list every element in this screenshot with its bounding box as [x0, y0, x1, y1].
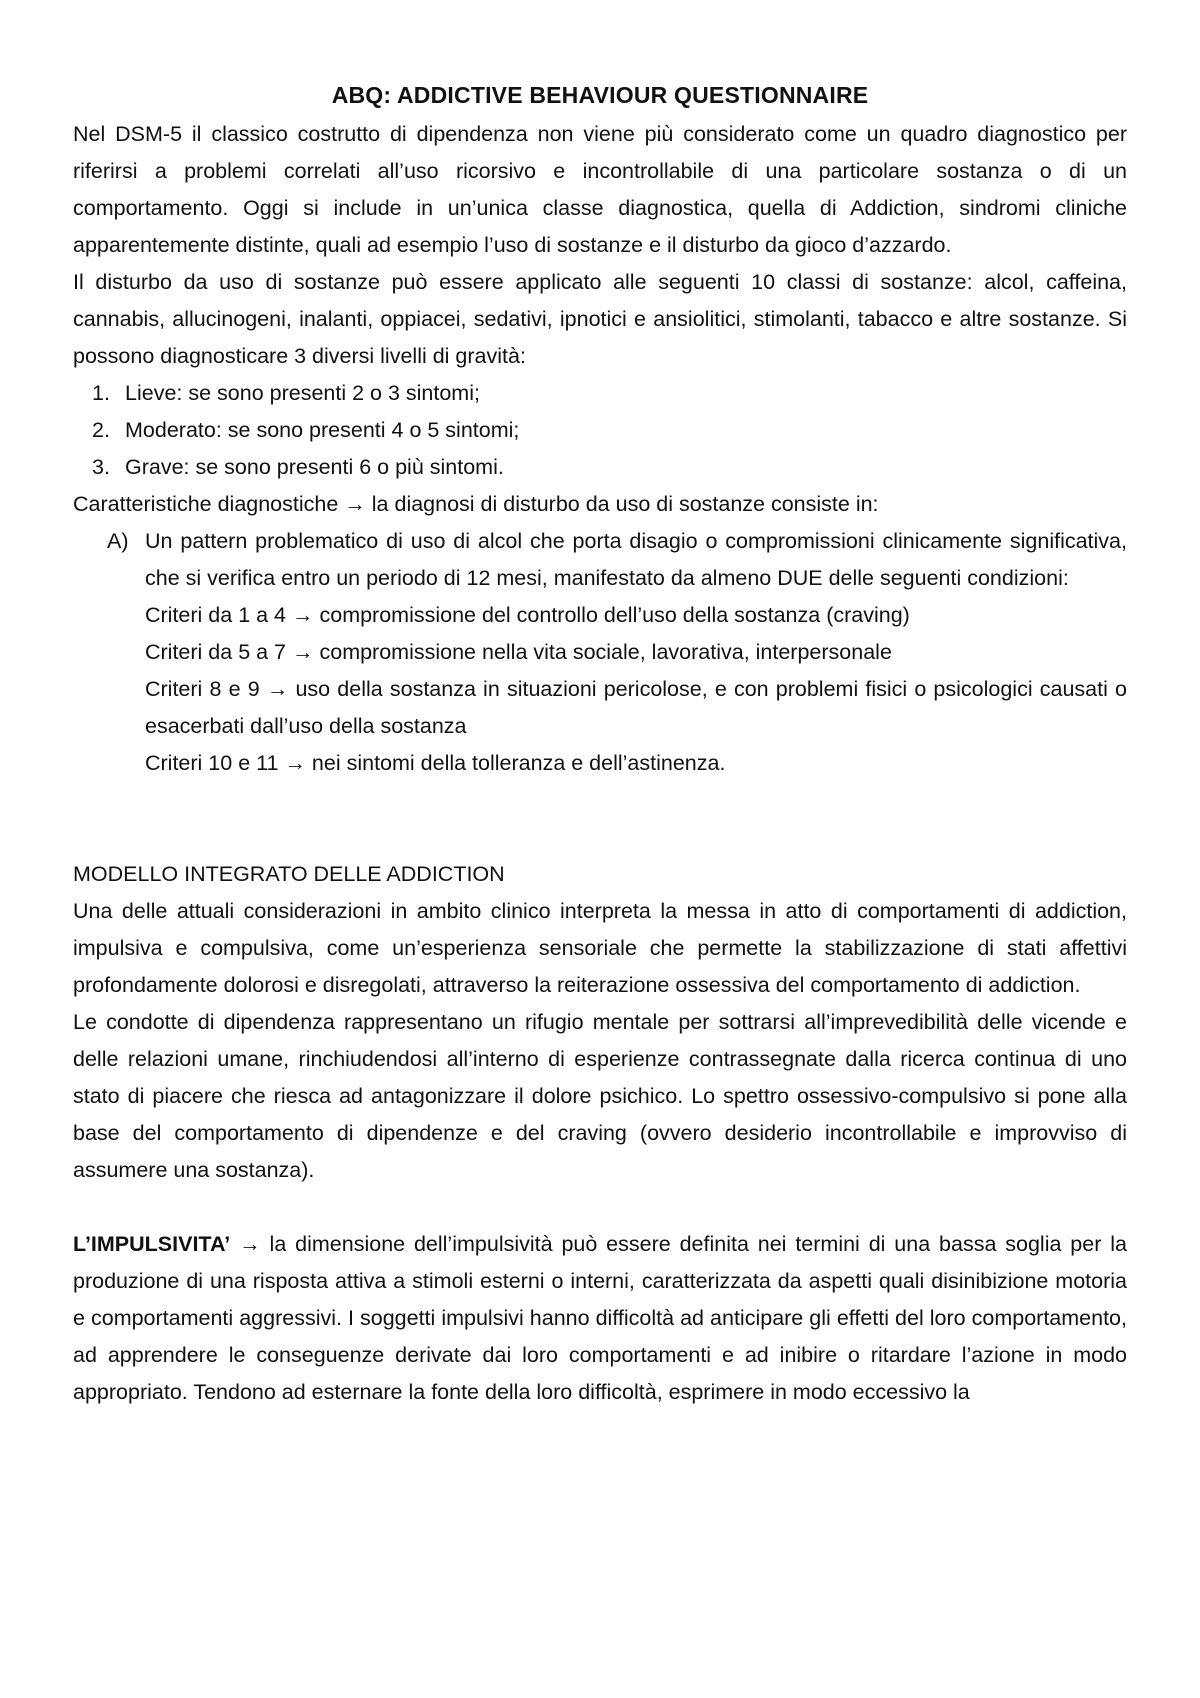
list-marker: A)	[107, 529, 129, 553]
criteria-label: Criteri da 5 a 7	[145, 640, 287, 664]
arrow-icon: →	[344, 492, 366, 516]
criteria-text: nei sintomi della tolleranza e dell’astinenza.	[311, 751, 726, 775]
criteria-label: Criteri 10 e 11	[145, 751, 279, 775]
severity-text: Lieve: se sono presenti 2 o 3 sintomi;	[125, 381, 480, 405]
arrow-icon: →	[266, 677, 289, 701]
arrow-icon: →	[292, 640, 314, 664]
substance-classes-paragraph: Il disturbo da uso di sostanze può essere applicato alle seguenti 10 classi di sostanze: alcol, caffeina, cannabis, allucinogeni, inalanti, oppiacei, sedativi, ipnotici e ansiolitici, stimolanti, tabacco e altre sostanze. Si possono diagnosticare 3 diversi livelli di gravità:	[73, 270, 1127, 368]
criteria-line	[145, 745, 1127, 782]
criteria-text: compromissione del controllo dell’uso della sostanza (craving)	[319, 603, 910, 627]
list-marker: 2.	[92, 418, 110, 442]
criteria-line	[145, 597, 1127, 634]
arrow-icon: →	[239, 1232, 261, 1256]
criteria-label: Criteri 8 e 9	[145, 677, 260, 701]
severity-item	[92, 375, 1127, 412]
severity-text: Moderato: se sono presenti 4 o 5 sintomi;	[125, 418, 520, 442]
criterion-a-block	[73, 523, 1127, 782]
impulsivity-paragraph	[73, 1226, 1127, 1411]
arrow-icon: →	[292, 603, 314, 627]
criteria-text: compromissione nella vita sociale, lavorativa, interpersonale	[319, 640, 892, 664]
spacer	[73, 1189, 1127, 1226]
model-paragraph-1: Una delle attuali considerazioni in ambito clinico interpreta la messa in atto di comportamenti di addiction, impulsiva e compulsiva, come un’esperienza sensoriale che permette la stabilizzazione di stati affettivi profondamente dolorosi e disregolati, attraverso la reiterazione ossessiva del comportamento di addiction.	[73, 899, 1127, 997]
diagnostic-label: Caratteristiche diagnostiche	[73, 492, 339, 516]
criteria-line	[145, 671, 1127, 745]
diagnostic-features-line	[73, 486, 1127, 523]
section-heading: MODELLO INTEGRATO DELLE ADDICTION	[73, 862, 505, 886]
severity-item	[92, 412, 1127, 449]
list-marker: 3.	[92, 455, 110, 479]
severity-item	[92, 449, 1127, 486]
arrow-icon: →	[284, 751, 306, 775]
list-marker: 1.	[92, 381, 110, 405]
spacer	[73, 782, 1127, 856]
severity-text: Grave: se sono presenti 6 o più sintomi.	[125, 455, 504, 479]
model-paragraph-2: Le condotte di dipendenza rappresentano un rifugio mentale per sottrarsi all’imprevedibilità delle vicende e delle relazioni umane, rinchiudendosi all’interno di esperienze contrassegnate dalla ricerca continua di uno stato di piacere che riesca ad antagonizzare il dolore psichico. Lo spettro ossessivo-compulsivo si pone alla base del comportamento di dipendenze e del craving (ovvero desiderio incontrollabile e improvviso di assumere una sostanza).	[73, 1010, 1127, 1182]
impulsivity-label: L’IMPULSIVITA’	[73, 1232, 231, 1256]
intro-paragraph: Nel DSM-5 il classico costrutto di dipendenza non viene più considerato come un quadro diagnostico per riferirsi a problemi correlati all’uso ricorsivo e incontrollabile di una particolare sostanza o di un comportamento. Oggi si include in un’unica classe diagnostica, quella di Addiction, sindromi cliniche apparentemente distinte, quali ad esempio l’uso di sostanze e il disturbo da gioco d’azzardo.	[73, 122, 1127, 257]
document-title: ABQ: ADDICTIVE BEHAVIOUR QUESTIONNAIRE	[331, 82, 869, 108]
impulsivity-text: la dimensione dell’impulsività può essere definita nei termini di una bassa soglia per la produzione di una risposta attiva a stimoli esterni o interni, caratterizzata da aspetti quali disinibizione motoria e comportamenti aggressivi. I soggetti impulsivi hanno difficoltà ad anticipare gli effetti del loro comportamento, ad apprendere le conseguenze derivate dai loro comportamenti e ad inibire o ritardare l’azione in modo appropriato. Tendono ad esternare la fonte della loro difficoltà, esprimere in modo eccessivo la	[73, 1232, 1127, 1404]
severity-list	[73, 375, 1127, 486]
diagnostic-text: la diagnosi di disturbo da uso di sostanze consiste in:	[371, 492, 879, 516]
criteria-text: uso della sostanza in situazioni pericolose, e con problemi fisici o psicologici causati o esacerbati dall’uso della sostanza	[145, 677, 1127, 738]
criteria-label: Criteri da 1 a 4	[145, 603, 287, 627]
criteria-line	[145, 634, 1127, 671]
criterion-a-text: Un pattern problematico di uso di alcol che porta disagio o compromissioni clinicamente significativa, che si verifica entro un periodo di 12 mesi, manifestato da almeno DUE delle seguenti condizioni:	[145, 529, 1127, 590]
